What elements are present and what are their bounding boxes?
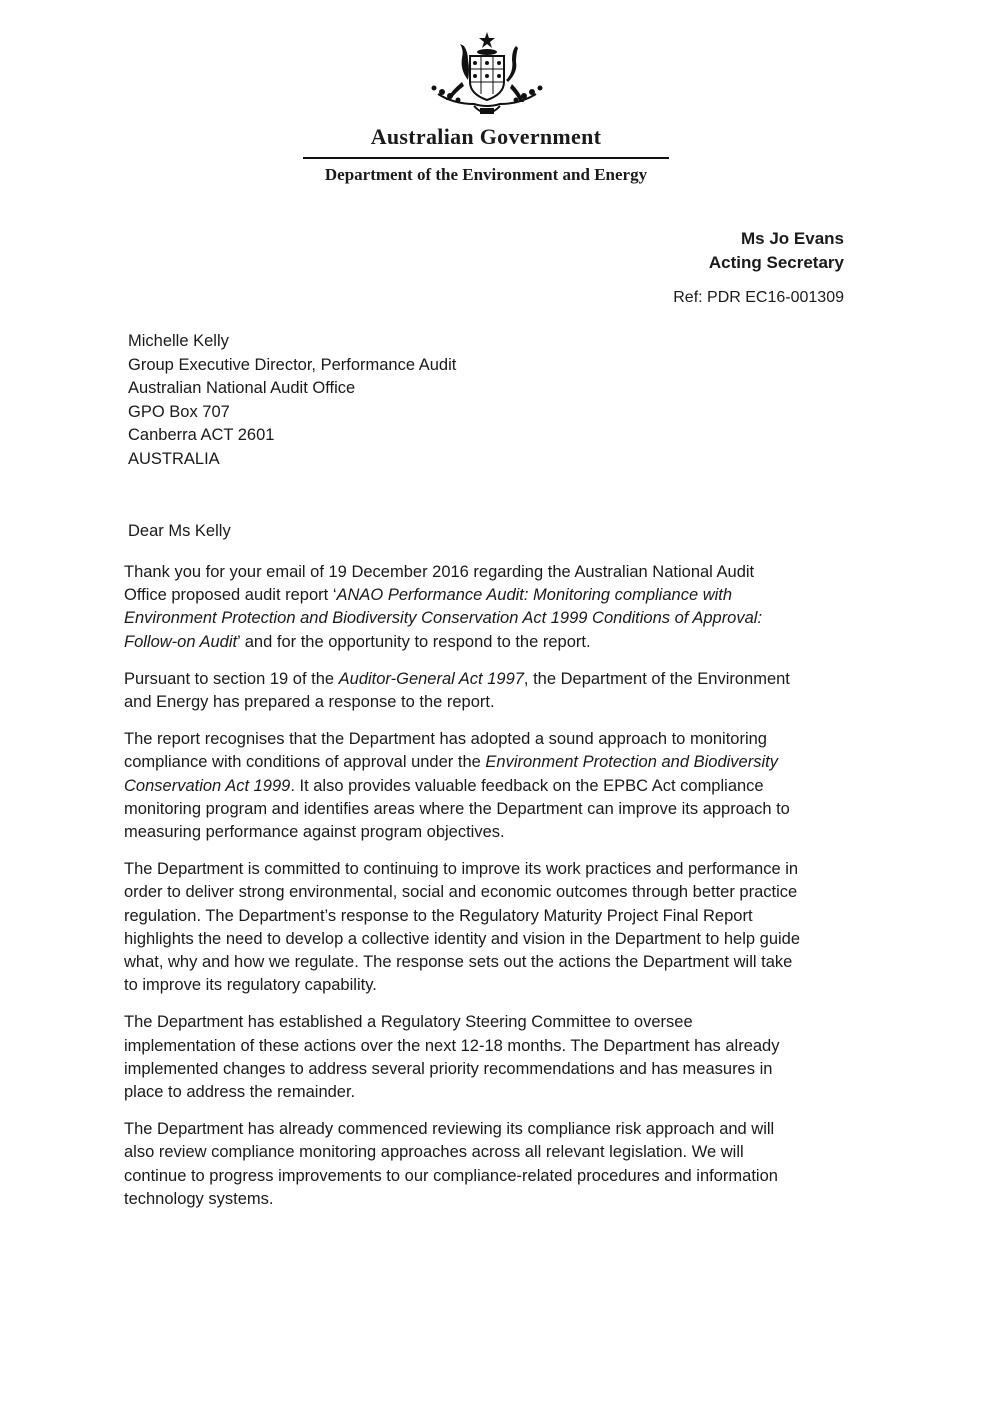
paragraph: The Department is committed to continuing to improve its work practices and performance in order to deliver strong environmental, social and economic outcomes through better practice regulation. The Department’s response to the Regulatory Maturity Project Final Report highlights the need to develop a collective identity and vision in the Department to help guide what, why and how we regulate. The response sets out the actions the Department will take to improve its regulatory capability. [124,860,801,995]
paragraph: Thank you for your email of 19 December 2016 regarding the Australian National Audit Office proposed audit report ‘ANAO Performance Audit: Monitoring compliance with Environment Protection and Biodiversity Conservation Act 1999 Conditions of Approval: Follow-on Audit’ and for the opportunity to respond to the report. [124,563,763,651]
address-line: Australian National Audit Office [128,379,356,397]
sender-block [709,227,844,275]
government-title: Australian Government [370,124,602,149]
letter-body [124,561,844,1225]
reference-number: Ref: PDR EC16-001309 [673,289,844,306]
address-line: Michelle Kelly [128,332,229,350]
paragraph: The report recognises that the Department has adopted a sound approach to monitoring compliance with conditions of approval under the Environment Protection and Biodiversity Conservation Act 1999. It also provides valuable feedback on the EPBC Act compliance monitoring program and identifies areas where the Department can improve its approach to measuring performance against program objectives. [124,730,790,842]
address-line: GPO Box 707 [128,402,230,421]
coat-of-arms-icon [424,30,550,122]
paragraph: The Department has established a Regulatory Steering Committee to oversee implementation of these actions over the next 12-18 months. The Department has already implemented changes to address several priority recommendations and has measures in place to address the remainder. [124,1013,780,1102]
paragraph: Pursuant to section 19 of the Auditor-General Act 1997, the Department of the Environment and Energy has prepared a response to the report. [124,669,790,712]
salutation: Dear Ms Kelly [128,522,231,540]
address-line: Canberra ACT 2601 [128,426,275,444]
recipient-address [128,330,456,471]
sender-name: Ms Jo Evans [741,229,844,248]
sender-title: Acting Secretary [708,253,844,272]
letterhead-divider [303,157,669,159]
department-name: Department of the Environment and Energy [324,165,648,184]
address-line: AUSTRALIA [128,449,220,468]
paragraph: The Department has already commenced reviewing its compliance risk approach and will also review compliance monitoring approaches across all relevant legislation. We will continue to progress improvements to our compliance-related procedures and information technology systems. [124,1120,778,1208]
address-line: Group Executive Director, Performance Audit [128,355,457,374]
